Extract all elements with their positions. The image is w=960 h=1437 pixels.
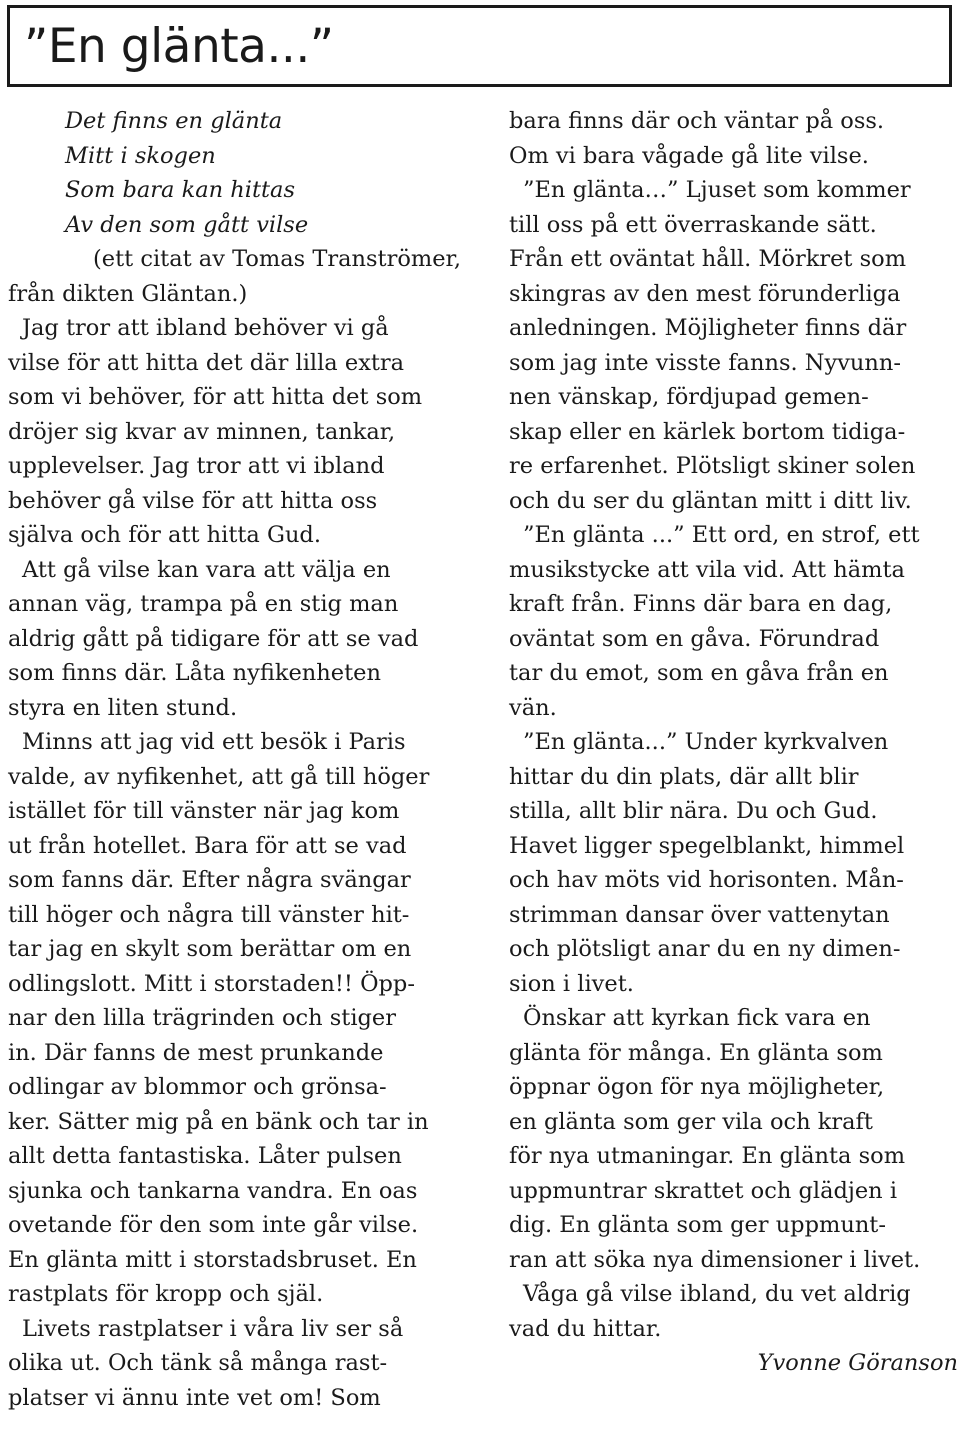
- text-line: re erfarenhet. Plötsligt skiner solen: [509, 453, 916, 479]
- text-line: vilse för att hitta det där lilla extra: [8, 349, 405, 376]
- text-line: kraft från. Finns där bara en dag,: [509, 591, 893, 617]
- text-line: olika ut. Och tänk så många rast-: [8, 1350, 388, 1376]
- text-line: annan väg, trampa på en stig man: [8, 591, 399, 617]
- text-line: valde, av nyfikenhet, att gå till höger: [8, 763, 430, 790]
- text-line: vän.: [509, 694, 557, 721]
- text-line: skingras av den mest förunderliga: [509, 280, 901, 307]
- text-line: som jag inte visste fanns. Nyvunn-: [509, 349, 901, 376]
- text-line: dig. En glänta som ger uppmunt-: [509, 1212, 886, 1238]
- text-line: Att gå vilse kan vara att välja en: [22, 556, 391, 583]
- text-line: behöver gå vilse för att hitta oss: [8, 487, 378, 514]
- text-line: uppmuntrar skrattet och glädjen i: [509, 1177, 898, 1204]
- text-line: vad du hittar.: [509, 1315, 662, 1342]
- quote-line: Av den som gått vilse: [65, 211, 309, 238]
- quote-line: Mitt i skogen: [65, 142, 216, 169]
- text-line: ”En glänta…” Ljuset som kommer: [523, 177, 911, 203]
- text-line: ”En glänta...” Under kyrkvalven: [523, 729, 889, 755]
- text-line: som vi behöver, för att hitta det som: [8, 384, 423, 410]
- text-line: styra en liten stund.: [8, 694, 238, 721]
- text-line: som finns där. Låta nyfikenheten: [8, 660, 381, 686]
- quote-line: Det finns en glänta: [65, 108, 283, 134]
- text-line: anledningen. Möjligheter finns där: [509, 315, 907, 341]
- text-line: hittar du din plats, där allt blir: [509, 763, 859, 790]
- text-line: sjunka och tankarna vandra. En oas: [8, 1177, 418, 1204]
- text-line: tar jag en skylt som berättar om en: [8, 936, 412, 962]
- text-line: dröjer sig kvar av minnen, tankar,: [8, 418, 396, 445]
- text-line: en glänta som ger vila och kraft: [509, 1108, 873, 1135]
- text-line: Våga gå vilse ibland, du vet aldrig: [523, 1281, 911, 1307]
- text-line: odlingar av blommor och grönsa-: [8, 1074, 387, 1100]
- text-line: in. Där fanns de mest prunkande: [8, 1039, 384, 1066]
- text-line: och du ser du gläntan mitt i ditt liv.: [509, 487, 912, 514]
- text-line: En glänta mitt i storstadsbruset. En: [8, 1246, 417, 1273]
- text-line: och hav möts vid horisonten. Mån-: [509, 867, 904, 893]
- text-line: odlingslott. Mitt i storstaden!! Öpp-: [8, 970, 415, 997]
- text-line: allt detta fantastiska. Låter pulsen: [8, 1143, 402, 1169]
- text-line: Havet ligger spegelblankt, himmel: [509, 832, 905, 859]
- text-line: själva och för att hitta Gud.: [8, 522, 321, 548]
- text-line: rastplats för kropp och själ.: [8, 1281, 324, 1307]
- text-line: glänta för många. En glänta som: [509, 1039, 883, 1066]
- text-line: ran att söka nya dimensioner i livet.: [509, 1246, 921, 1273]
- author-signature: Yvonne Göranson: [757, 1350, 958, 1376]
- text-line: nen vänskap, fördjupad gemen-: [509, 384, 869, 410]
- text-line: oväntat som en gåva. Förundrad: [509, 625, 880, 652]
- title-box: [7, 5, 952, 87]
- text-line: aldrig gått på tidigare för att se vad: [8, 625, 419, 652]
- text-line: ut från hotellet. Bara för att se vad: [8, 832, 407, 859]
- text-line: skap eller en kärlek bortom tidiga-: [509, 418, 906, 445]
- text-line: upplevelser. Jag tror att vi ibland: [8, 453, 385, 479]
- page-title: ”En glänta...”: [24, 19, 334, 74]
- text-line: Från ett oväntat håll. Mörkret som: [509, 246, 907, 272]
- left-column: [8, 104, 461, 1415]
- text-line: till höger och några till vänster hit-: [8, 901, 410, 928]
- text-line: Om vi bara vågade gå lite vilse.: [509, 142, 869, 169]
- text-line: platser vi ännu inte vet om! Som: [8, 1384, 381, 1411]
- text-line: ker. Sätter mig på en bänk och tar in: [8, 1108, 429, 1135]
- text-line: istället för till vänster när jag kom: [8, 798, 400, 824]
- text-line: stilla, allt blir nära. Du och Gud.: [509, 798, 878, 824]
- text-line: (ett citat av Tomas Tranströmer,: [93, 246, 461, 272]
- text-line: tar du emot, som en gåva från en: [509, 660, 889, 686]
- text-line: och plötsligt anar du en ny dimen-: [509, 936, 901, 962]
- text-line: Minns att jag vid ett besök i Paris: [22, 729, 406, 755]
- text-line: musikstycke att vila vid. Att hämta: [509, 556, 905, 583]
- text-line: för nya utmaningar. En glänta som: [509, 1143, 906, 1169]
- quote-line: Som bara kan hittas: [65, 177, 296, 203]
- text-line: Livets rastplatser i våra liv ser så: [22, 1315, 404, 1342]
- text-line: öppnar ögon för nya möjligheter,: [509, 1074, 885, 1100]
- right-column: [509, 104, 960, 1381]
- text-line: Jag tror att ibland behöver vi gå: [22, 315, 389, 341]
- text-line: från dikten Gläntan.): [8, 280, 248, 307]
- text-line: Önskar att kyrkan fick vara en: [523, 1005, 871, 1031]
- text-line: ovetande för den som inte går vilse.: [8, 1212, 419, 1238]
- text-line: strimman dansar över vattenytan: [509, 901, 890, 928]
- text-line: nar den lilla trägrinden och stiger: [8, 1005, 396, 1031]
- text-line: bara finns där och väntar på oss.: [509, 108, 885, 134]
- text-line: som fanns där. Efter några svängar: [8, 867, 411, 893]
- text-line: sion i livet.: [509, 970, 634, 997]
- text-line: ”En glänta ...” Ett ord, en strof, ett: [523, 522, 920, 548]
- text-line: till oss på ett överraskande sätt.: [509, 211, 877, 238]
